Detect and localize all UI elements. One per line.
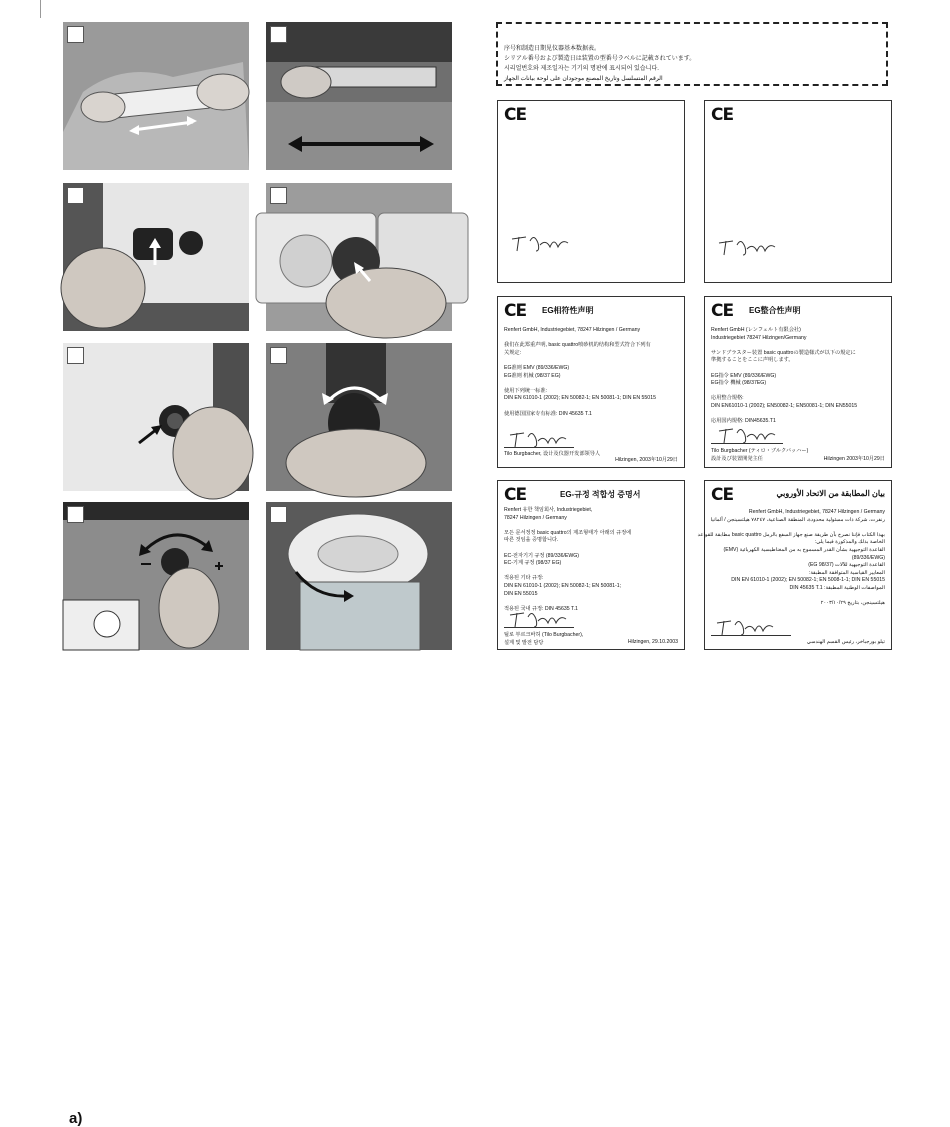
photo-7-pressure-regulator	[63, 502, 249, 1127]
step-number-box	[270, 187, 287, 204]
declaration-title: بيان المطابقة من الاتحاد الأوروبي	[776, 489, 885, 498]
inset-label: a)	[69, 1110, 83, 1127]
ce-card-blank-left	[497, 100, 685, 283]
signature-line	[504, 627, 574, 628]
step-number-box	[270, 506, 287, 523]
ce-card-blank-right	[704, 100, 892, 283]
body-line: DIN EN61010-1 (2002); EN50082-1; EN50081-1; DIN EN55015	[711, 402, 858, 409]
body-line: EG准则 EMV (89/336/EWG)	[504, 364, 570, 371]
photo-1-slide-filter	[63, 22, 249, 170]
body-line: 78247 Hilzingen / Germany	[504, 514, 567, 521]
photo-4-power-plug	[266, 183, 452, 331]
body-line: المعايير القياسية المتوافقة المطبقة:	[808, 569, 885, 576]
body-line: القاعدة التوجيهية بشأن القدر المسموح به من المغناطيسية الكهربائية (EMV)	[723, 546, 885, 553]
body-line	[504, 598, 678, 606]
signature	[717, 235, 777, 259]
ce-mark: CE	[711, 301, 734, 321]
declaration-date: Hilzingen, 29.10.2003	[627, 639, 678, 645]
step-number-box	[67, 26, 84, 43]
step-number-box	[270, 26, 287, 43]
signer-name: Tilo Burgbacher (ティロ・ブルクバッハー)	[711, 448, 809, 454]
declaration-title: EG相符性声明	[542, 306, 594, 315]
declaration-card-arabic	[697, 480, 892, 650]
signer-role: 設計及び装置開発主任	[711, 456, 763, 462]
signature	[510, 231, 570, 255]
ce-mark: CE	[504, 485, 527, 505]
step-number-box	[270, 347, 287, 364]
serial-number-notice	[496, 22, 888, 86]
signer-role: 설계 및 발전 담당	[504, 640, 544, 646]
body-line: 使用下列统一标准:	[504, 387, 547, 394]
body-line: رنفرت، شركة ذات مسئولية محدودة، المنطقة الصناعية، ٧٨٢٤٧ هيلتسينجن / ألمانيا	[710, 516, 885, 523]
body-line: EG指令 機械 (98/37EG)	[711, 380, 767, 387]
body-line	[711, 524, 885, 532]
body-line: DIN EN 55015	[504, 590, 538, 597]
body-line: EG指令 EMV (89/336/EWG)	[711, 372, 777, 379]
declaration-title: EG整合性声明	[749, 306, 801, 315]
body-line	[711, 411, 885, 419]
body-line: (89/336/EWG)	[851, 554, 885, 561]
notice-line-ko: 시리얼번호와 제조일자는 기기의 명판에 표시되어 있습니다.	[504, 66, 659, 72]
body-line: DIN EN 61010-1 (2002); EN 50082-1; EN 5008-1-1; DIN EN 55015	[731, 577, 885, 584]
body-line: EC-전자기기 규정 (89/336/EWG)	[504, 552, 580, 559]
body-line: 적용된 기타 규정:	[504, 575, 544, 582]
signature	[717, 423, 777, 445]
ce-mark: CE	[504, 301, 527, 321]
body-line: الخاصة بذلك والمذكورة فيما يلي:	[814, 539, 885, 546]
declaration-body	[504, 327, 678, 418]
step-number-box	[67, 506, 84, 523]
signer-name: 틸로 부르크바허 (Tilo Burgbacher),	[504, 632, 584, 638]
notice-line-ar: الرقم المتسلسل وتاريخ المصنع موجودان على لوحة بيانات الجهاز	[504, 76, 663, 82]
photo-5-knob-press	[63, 343, 249, 491]
body-line: Industriegebiet 78247 Hilzingen/Germany	[711, 334, 807, 341]
photo-2-light-tube	[266, 22, 452, 170]
body-line	[711, 342, 885, 350]
body-line: المواصفات الوطنية المطبقة: DIN 45635 T.1	[789, 584, 885, 591]
ce-mark: CE	[504, 105, 527, 125]
ce-mark: CE	[711, 105, 734, 125]
ce-mark: CE	[711, 485, 734, 505]
body-line: 我们在此郑重声明, basic quattro喷砂机的结构和型式符合下列有	[504, 342, 651, 349]
body-line: サンドブラスター装置 basic quattroの製造様式が以下の規定に	[711, 349, 856, 356]
notice-line-zh: 序号和制造日期见仪器基本数据表。	[504, 46, 601, 52]
body-line	[504, 545, 678, 553]
step-number-box	[67, 347, 84, 364]
signature-line	[711, 443, 783, 444]
body-line: بهذا الكتاب فإننا نصرح بأن طريقة صنع جهاز السفع بالرمل basic quattro مطابقة للقواعد	[697, 531, 885, 538]
body-line: 応用整合規格:	[711, 395, 744, 402]
body-line: DIN EN 61010-1 (2002); EN 50082-1; EN 50081-1;	[504, 582, 622, 589]
signer-name: تيلو بورجباخر، رئيس القسم الهندسي	[806, 639, 885, 645]
photo-6-rotate-knob	[266, 343, 452, 491]
photo-3-hose-connection	[63, 183, 249, 331]
body-line: EG准则 机械 (98/37 EG)	[504, 372, 561, 379]
notice-line-ja: シリアル番号および製造日は装置の型番号ラベルに記載されています。	[504, 56, 696, 62]
body-line: Renfert 유한 책임회사, Industriegebiet,	[504, 507, 593, 513]
signature	[508, 427, 568, 449]
declaration-title: EG-규정 적합성 증명서	[560, 490, 641, 499]
body-line	[711, 365, 885, 373]
step-number-box	[67, 187, 84, 204]
body-line: القاعدة التوجيهية للآلات (98/37 EG)	[808, 562, 885, 569]
body-line	[504, 357, 678, 365]
body-line: 关规定:	[504, 349, 522, 356]
signature	[508, 607, 568, 629]
body-line	[504, 380, 678, 388]
signature-line	[711, 635, 791, 636]
body-line	[504, 522, 678, 530]
declaration-card-korean	[497, 480, 685, 650]
body-line: 応用国内規格: DIN45635.T1	[711, 418, 776, 425]
body-line: Renfert GmbH (レンフェルト有限会社)	[711, 327, 801, 333]
body-line: هيلتسينجن، بتاريخ ٢٠٠٣/١٠/٢٩	[820, 600, 885, 607]
declaration-body	[504, 507, 678, 613]
declaration-date: Hilzingen 2003年10月29日	[823, 456, 885, 462]
signer-name: Tilo Burgbacher, 设计及仪器开发部领导人	[504, 451, 601, 457]
signature	[715, 615, 775, 637]
declaration-card-chinese	[497, 296, 685, 468]
body-line: Renfert GmbH, Industriegebiet, 78247 Hilzingen / Germany	[504, 327, 641, 333]
declaration-date: Hilzingen, 2003年10月29日	[615, 457, 678, 463]
body-line: DIN EN 61010-1 (2002); EN 50082-1; EN 50081-1; DIN EN 55015	[504, 395, 656, 402]
body-line: 使用德国国家专有标准: DIN 45635 T.1	[504, 410, 592, 417]
body-line: 모든 문서정정 basic quattro의 제조형태가 아래의 규정에	[504, 529, 632, 536]
body-line: 따른 것임을 증명합니다.	[504, 537, 559, 544]
body-line: EC-기계 규정 (98/37 EG)	[504, 560, 562, 567]
fold-mark	[40, 0, 41, 18]
body-line: 적용된 국내 규정: DIN 45635 T.1	[504, 605, 578, 612]
signature-line	[504, 447, 574, 448]
declaration-card-japanese	[704, 296, 892, 468]
body-line: 準拠することをここに声明します。	[711, 357, 794, 364]
declaration-body	[711, 327, 885, 426]
declaration-body	[697, 509, 885, 608]
body-line	[711, 593, 885, 601]
body-line	[504, 403, 678, 411]
photo-8-screw-jar	[266, 502, 452, 650]
body-line: Renfert GmbH, Industriegebiet, 78247 Hilzingen / Germany	[748, 509, 885, 515]
